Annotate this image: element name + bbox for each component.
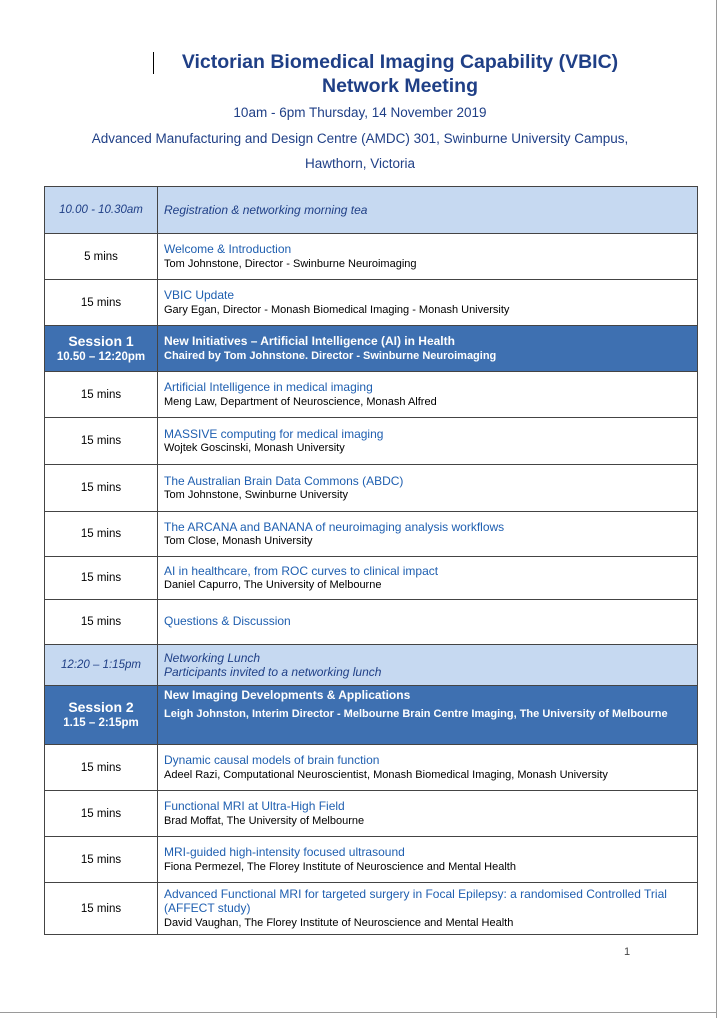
session-title: New Initiatives – Artificial Intelligence (AI) in Health bbox=[164, 334, 455, 348]
time-cell: 12:20 – 1:15pm bbox=[45, 645, 158, 686]
talk-title: Welcome & Introduction bbox=[164, 242, 292, 256]
talk-title: Advanced Functional MRI for targeted surgery in Focal Epilepsy: a randomised Controlled Trial (AFFECT study) bbox=[164, 886, 667, 916]
session-time: 10.50 – 12:20pm bbox=[56, 350, 146, 363]
session-chair: Chaired by Tom Johnstone. Director - Swinburne Neuroimaging bbox=[164, 349, 497, 362]
session-header-row bbox=[45, 686, 698, 745]
document-title: Victorian Biomedical Imaging Capability (VBIC) bbox=[181, 51, 619, 73]
talk-speaker: Daniel Capurro, The University of Melbourne bbox=[164, 579, 382, 591]
session-time: 1.15 – 2:15pm bbox=[63, 717, 139, 729]
time-cell: 10.00 - 10.30am bbox=[45, 187, 158, 234]
talk-title: VBIC Update bbox=[164, 288, 235, 302]
talk-cell bbox=[158, 837, 698, 883]
talk-cell bbox=[158, 465, 698, 512]
session-title: New Imaging Developments & Applications bbox=[164, 688, 411, 702]
talk-speaker: Adeel Razi, Computational Neuroscientist, Monash Biomedical Imaging, Monash University bbox=[164, 768, 608, 781]
table-row bbox=[45, 745, 698, 791]
talk-cell bbox=[158, 418, 698, 465]
duration-cell: 15 mins bbox=[45, 557, 158, 600]
duration-cell: 15 mins bbox=[45, 883, 158, 935]
talk-speaker: Fiona Permezel, The Florey Institute of Neuroscience and Mental Health bbox=[164, 860, 516, 873]
talk-title: The Australian Brain Data Commons (ABDC) bbox=[164, 473, 404, 488]
duration-cell: 15 mins bbox=[45, 837, 158, 883]
talk-title: Artificial Intelligence in medical imaging bbox=[164, 380, 373, 394]
talk-cell bbox=[158, 280, 698, 326]
session-title-cell bbox=[158, 686, 698, 745]
talk-title: MRI-guided high-intensity focused ultrasound bbox=[164, 845, 405, 859]
talk-cell bbox=[158, 512, 698, 557]
talk-title: Questions & Discussion bbox=[164, 614, 291, 629]
registration-cell: Registration & networking morning tea bbox=[158, 187, 698, 234]
talk-title: The ARCANA and BANANA of neuroimaging analysis workflows bbox=[164, 519, 505, 534]
session-header-row bbox=[45, 326, 698, 372]
table-row bbox=[45, 418, 698, 465]
talk-speaker: Wojtek Goscinski, Monash University bbox=[164, 442, 345, 454]
duration-cell: 15 mins bbox=[45, 745, 158, 791]
talk-cell bbox=[158, 745, 698, 791]
table-row bbox=[45, 187, 698, 234]
table-row bbox=[45, 600, 698, 645]
table-row bbox=[45, 234, 698, 280]
duration-cell: 15 mins bbox=[45, 791, 158, 837]
talk-speaker: Tom Close, Monash University bbox=[164, 535, 313, 547]
page-edge bbox=[0, 1012, 717, 1013]
duration-cell: 5 mins bbox=[45, 234, 158, 280]
talk-cell bbox=[158, 791, 698, 837]
page-edge bbox=[716, 0, 717, 1018]
duration-cell: 15 mins bbox=[45, 465, 158, 512]
table-row bbox=[45, 372, 698, 418]
session-title-cell bbox=[158, 326, 698, 372]
duration-cell: 15 mins bbox=[45, 280, 158, 326]
session-label: Session 1 bbox=[68, 332, 134, 349]
talk-speaker: Brad Moffat, The University of Melbourne bbox=[164, 814, 365, 827]
talk-cell bbox=[158, 600, 698, 645]
talk-title: MASSIVE computing for medical imaging bbox=[164, 426, 384, 441]
talk-speaker: Tom Johnstone, Swinburne University bbox=[164, 489, 349, 501]
document-title-line2: Network Meeting bbox=[321, 75, 479, 97]
talk-title: Functional MRI at Ultra-High Field bbox=[164, 799, 345, 813]
talk-title: Dynamic causal models of brain function bbox=[164, 753, 380, 767]
talk-cell bbox=[158, 234, 698, 280]
duration-cell: 15 mins bbox=[45, 418, 158, 465]
event-datetime: 10am - 6pm Thursday, 14 November 2019 bbox=[233, 105, 487, 120]
event-venue: Advanced Manufacturing and Design Centre (AMDC) 301, Swinburne University Campus, bbox=[91, 131, 629, 146]
table-row bbox=[45, 557, 698, 600]
table-row bbox=[45, 837, 698, 883]
table-row bbox=[45, 465, 698, 512]
talk-speaker: David Vaughan, The Florey Institute of Neuroscience and Mental Health bbox=[164, 916, 514, 929]
agenda-table bbox=[44, 186, 698, 935]
table-row bbox=[45, 883, 698, 935]
event-venue-line2: Hawthorn, Victoria bbox=[304, 156, 416, 171]
talk-speaker: Gary Egan, Director - Monash Biomedical Imaging - Monash University bbox=[164, 303, 510, 316]
session-cell bbox=[45, 326, 158, 372]
page-number: 1 bbox=[624, 946, 631, 958]
duration-cell: 15 mins bbox=[45, 600, 158, 645]
table-row bbox=[45, 645, 698, 686]
talk-cell bbox=[158, 557, 698, 600]
table-row bbox=[45, 280, 698, 326]
duration-cell: 15 mins bbox=[45, 372, 158, 418]
table-row bbox=[45, 512, 698, 557]
talk-speaker: Tom Johnstone, Director - Swinburne Neuroimaging bbox=[164, 257, 417, 270]
lunch-description: Participants invited to a networking lunch bbox=[164, 665, 382, 679]
lunch-cell bbox=[158, 645, 698, 686]
talk-title: AI in healthcare, from ROC curves to clinical impact bbox=[164, 563, 439, 578]
talk-cell bbox=[158, 883, 698, 935]
duration-cell: 15 mins bbox=[45, 512, 158, 557]
session-label: Session 2 bbox=[68, 699, 134, 715]
session-chair: Leigh Johnston, Interim Director - Melbourne Brain Centre Imaging, The University of Melbourne bbox=[164, 707, 668, 720]
lunch-title: Networking Lunch bbox=[164, 650, 261, 665]
table-row bbox=[45, 791, 698, 837]
session-cell bbox=[45, 686, 158, 745]
talk-cell bbox=[158, 372, 698, 418]
talk-speaker: Meng Law, Department of Neuroscience, Monash Alfred bbox=[164, 395, 437, 408]
